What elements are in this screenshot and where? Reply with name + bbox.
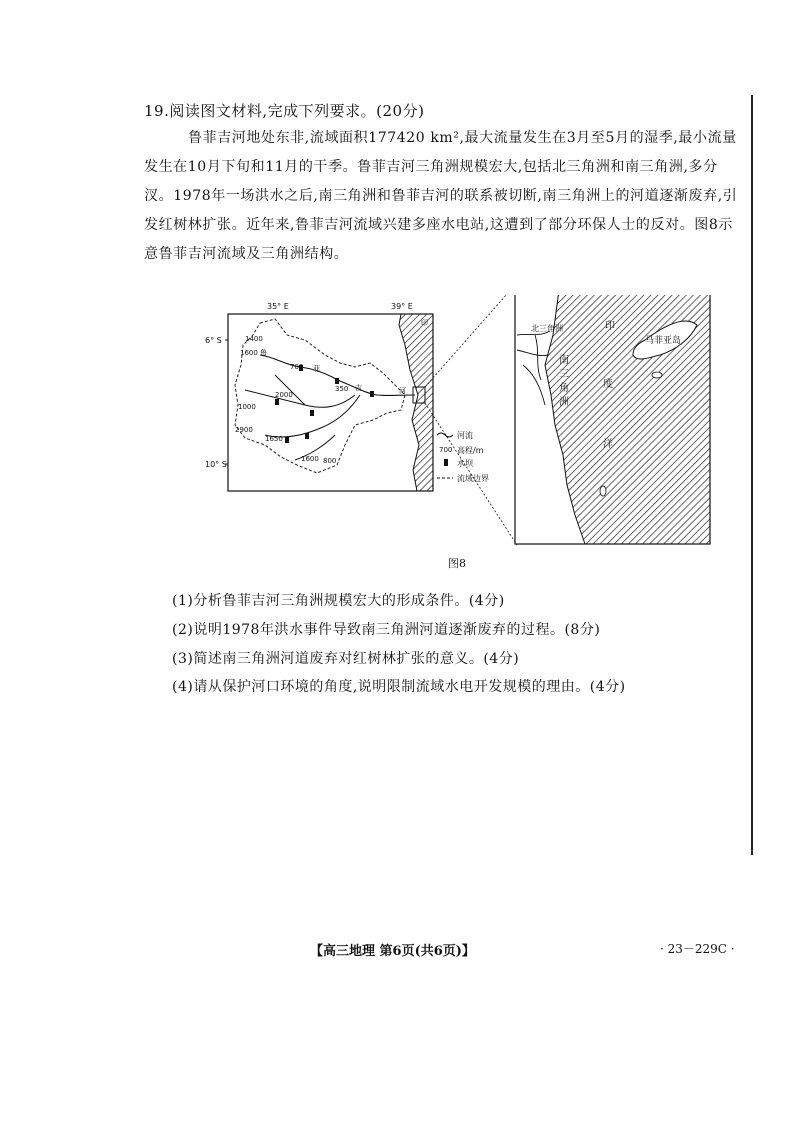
sub-question-3: (3)简述南三角洲河道废弃对红树林扩张的意义。(4分) bbox=[172, 651, 520, 667]
river-name-char: 河 bbox=[399, 387, 406, 395]
elevation-label: 700 bbox=[290, 363, 304, 371]
lon-label-35: 35° E bbox=[267, 302, 289, 311]
dam-marker bbox=[370, 391, 374, 397]
dam-marker bbox=[305, 433, 309, 439]
elevation-label: 1000 bbox=[238, 403, 256, 411]
sub-question-2: (2)说明1978年洪水事件导致南三角洲河道逐渐废弃的过程。(8分) bbox=[172, 622, 601, 638]
elevation-label: 1600 bbox=[240, 349, 258, 357]
sub-question-1: (1)分析鲁菲吉河三角洲规模宏大的形成条件。(4分) bbox=[172, 593, 505, 609]
question-paragraph: 鲁菲吉河地处东非,流域面积177420 km²,最大流量发生在3月至5月的湿季,最小流量发生在10月下旬和11月的干季。鲁菲吉河三角洲规模宏大,包括北三角洲和南三角洲,多分汊。1978年一场洪水之后,南三角洲和鲁菲吉河的联系被切断,南三角洲上的河道逐渐废弃,引发红树林扩张。近年来,鲁菲吉河流域兴建多座水电站,这遭到了部分环保人士的反对。图8示意鲁菲吉河流域及三角洲结构。 bbox=[144, 130, 738, 262]
elevation-label: 2000 bbox=[275, 391, 293, 399]
ocean-label-main: 印 bbox=[421, 319, 428, 327]
elevation-label: 2900 bbox=[235, 426, 253, 434]
page-footer: 【高三地理 第6页(共6页)】 bbox=[310, 944, 475, 959]
figure-8-map bbox=[205, 295, 755, 555]
lon-label-39: 39° E bbox=[391, 302, 413, 311]
river-trib-4 bbox=[275, 375, 305, 405]
legend-river: 河流 bbox=[457, 431, 473, 440]
inset-label-south-4: 洲 bbox=[559, 397, 569, 408]
river-name-char: 鲁 bbox=[260, 349, 267, 357]
elevation-label: 1650 bbox=[265, 435, 283, 443]
svg-text:700: 700 bbox=[439, 446, 453, 454]
sub-question-4: (4)请从保护河口环境的角度,说明限制流域水电开发规模的理由。(4分) bbox=[172, 679, 626, 695]
legend-dam: 水坝 bbox=[457, 459, 473, 468]
lat-label-6: 6° S bbox=[205, 336, 222, 345]
figure-caption: 图8 bbox=[448, 557, 466, 570]
dam-marker bbox=[335, 378, 339, 384]
dam-marker bbox=[285, 437, 289, 443]
lat-label-10: 10° S bbox=[205, 460, 227, 469]
elevation-label: 1600 bbox=[301, 455, 319, 463]
legend-boundary: 流域边界 bbox=[457, 474, 489, 483]
elevation-label: 800 bbox=[323, 457, 337, 465]
inset-label-ocean-2: 度 bbox=[603, 379, 613, 390]
exam-code: · 23－229C · bbox=[660, 942, 735, 956]
question-title: 19.阅读图文材料,完成下列要求。(20分) bbox=[144, 102, 425, 120]
inset-label-north-delta: 北三角洲 bbox=[531, 324, 563, 333]
legend-elevation: 高程/m bbox=[457, 446, 484, 455]
delta-channels bbox=[517, 331, 550, 405]
river-name-char: 吉 bbox=[355, 384, 362, 392]
inset-label-ocean-1: 印 bbox=[605, 321, 615, 332]
inset-label-south-3: 角 bbox=[559, 383, 569, 394]
dam-marker bbox=[275, 399, 279, 405]
inset-label-island: 马菲亚岛 bbox=[645, 336, 682, 346]
map-legend bbox=[437, 430, 489, 483]
elevation-label: 350 bbox=[335, 385, 349, 393]
river-name-char: 菲 bbox=[313, 365, 320, 373]
elevation-label: 1400 bbox=[245, 335, 263, 343]
inset-label-south-1: 南 bbox=[559, 355, 569, 366]
inset-label-ocean-3: 洋 bbox=[603, 439, 613, 450]
dam-marker bbox=[310, 410, 314, 416]
inset-label-south-2: 三 bbox=[559, 369, 569, 380]
